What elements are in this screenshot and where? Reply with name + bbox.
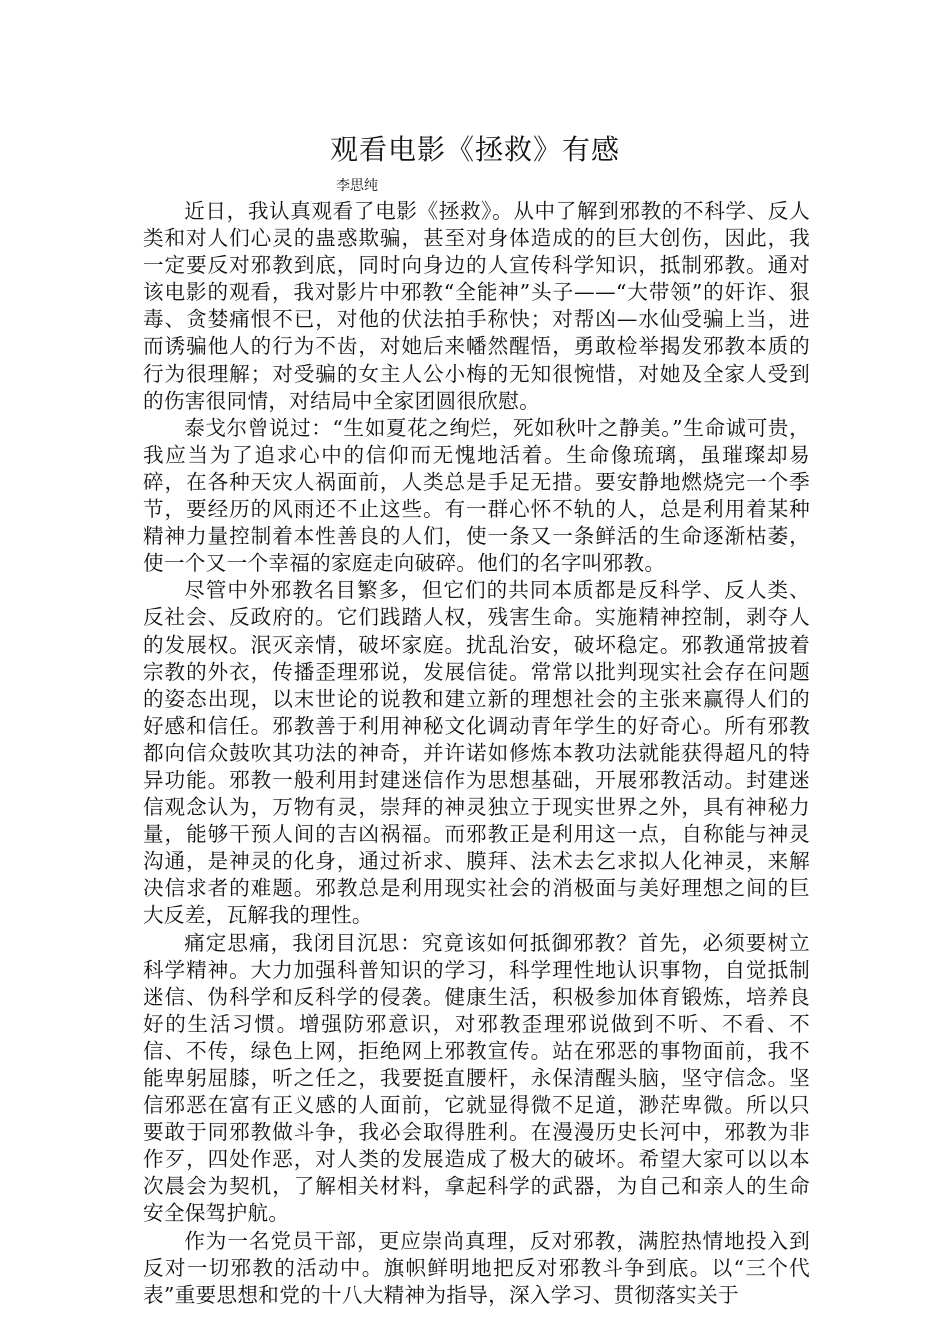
paragraph-4: 痛定思痛，我闭目沉思：究竟该如何抵御邪教？首先，必须要树立科学精神。大力加强科普知识的学习，科学理性地认识事物，自觉抵制迷信、伪科学和反科学的侵袭。健康生活，积极参加体育锻炼，培养良好的生活习惯。增强防邪意识，对邪教歪理邪说做到不听、不看、不信、不传，绿色上网，拒绝网上邪教宣传。站在邪恶的事物面前，我不能卑躬屈膝，听之任之，我要挺直腰杆，永保清醒头脑，坚守信念。坚信邪恶在富有正义感的人面前，它就显得微不足道，渺茫卑微。所以只要敢于同邪教做斗争，我必会取得胜利。在漫漫历史长河中，邪教为非作歹，四处作恶，对人类的发展造成了极大的破坏。希望大家可以以本次晨会为契机，了解相关材料，拿起科学的武器，为自己和亲人的生命安全保驾护航。 bbox=[143, 930, 810, 1226]
paragraph-1: 近日，我认真观看了电影《拯救》。从中了解到邪教的不科学、反人类和对人们心灵的蛊惑欺骗，甚至对身体造成的的巨大创伤，因此，我一定要反对邪教到底，同时向身边的人宣传科学知识，抵制邪教。通对该电影的观看，我对影片中邪教“全能神”头子——“大带领”的奸诈、狠毒、贪婪痛恨不已，对他的伏法拍手称快；对帮凶—水仙受骗上当，进而诱骗他人的行为不齿，对她后来幡然醒悟，勇敢检举揭发邪教本质的行为很理解；对受骗的女主人公小梅的无知很惋惜，对她及全家人受到的伤害很同情，对结局中全家团圆很欣慰。 bbox=[143, 199, 810, 413]
paragraph-2: 泰戈尔曾说过：“生如夏花之绚烂，死如秋叶之静美。”生命诚可贵，我应当为了追求心中的信仰而无愧地活着。生命像琉璃，虽璀璨却易碎，在各种天灾人祸面前，人类总是手足无措。要安静地燃烧完一个季节，要经历的风雨还不止这些。有一群心怀不轨的人，总是利用着某种精神力量控制着本性善良的人们，使一条又一条鲜活的生命逐渐枯萎，使一个又一个幸福的家庭走向破碎。他们的名字叫邪教。 bbox=[143, 415, 810, 576]
paragraph-3: 尽管中外邪教名目繁多，但它们的共同本质都是反科学、反人类、反社会、反政府的。它们践踏人权，残害生命。实施精神控制，剥夺人的发展权。泯灭亲情，破坏家庭。扰乱治安，破坏稳定。邪教通常披着宗教的外衣，传播歪理邪说，发展信徒。常常以批判现实社会存在问题的姿态出现，以末世论的说教和建立新的理想社会的主张来赢得人们的好感和信任。邪教善于利用神秘文化调动青年学生的好奇心。所有邪教都向信众鼓吹其功法的神奇，并许诺如修炼本教功法就能获得超凡的特异功能。邪教一般利用封建迷信作为思想基础，开展邪教活动。封建迷信观念认为，万物有灵，崇拜的神灵独立于现实世界之外，具有神秘力量，能够干预人间的吉凶祸福。而邪教正是利用这一点，自称能与神灵沟通，是神灵的化身，通过祈求、膜拜、法术去乞求拟人化神灵，来解决信求者的难题。邪教总是利用现实社会的消极面与美好理想之间的巨大反差，瓦解我的理性。 bbox=[143, 578, 810, 928]
author-name: 李思纯 bbox=[336, 178, 378, 194]
document-body bbox=[143, 198, 810, 1309]
document-title: 观看电影《拯救》有感 bbox=[329, 133, 620, 166]
paragraph-5: 作为一名党员干部，更应崇尚真理，反对邪教，满腔热情地投入到反对一切邪教的活动中。旗帜鲜明地把反对邪教斗争到底。以“三个代表”重要思想和党的十八大精神为指导，深入学习、贯彻落实关于 bbox=[143, 1228, 810, 1307]
